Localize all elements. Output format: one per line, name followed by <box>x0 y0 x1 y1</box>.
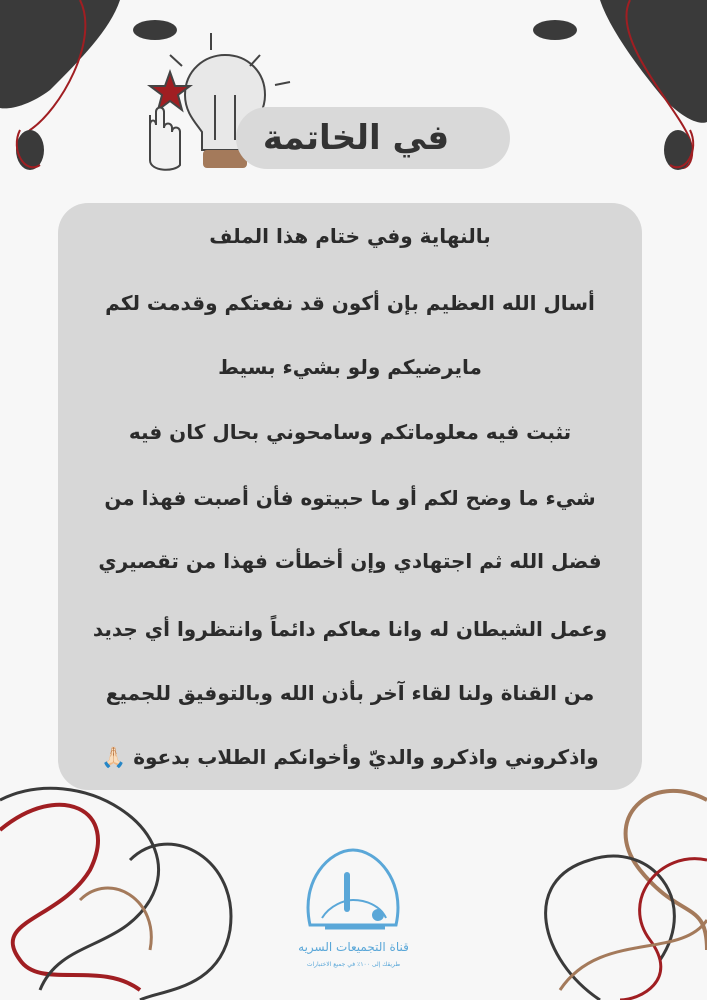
right-side-blob <box>664 130 692 170</box>
logo-emblem <box>308 850 398 928</box>
logo-tagline: طريقك إلى ١٠٠٪ في جميع الاختبارات <box>306 961 401 968</box>
right-small-blob <box>533 20 577 40</box>
message-line: مايرضيكم ولو بشيء بسيط <box>218 355 482 379</box>
message-line: فضل الله ثم اجتهادي وإن أخطأت فهذا من تقصيري <box>98 549 602 573</box>
message-line-last <box>58 745 642 769</box>
page-title: في الخاتمة <box>262 118 450 158</box>
message-line: من القناة ولنا لقاء آخر بأذن الله وبالتوفيق للجميع <box>105 681 595 705</box>
star-icon <box>150 72 190 110</box>
message-line: بالنهاية وفي ختام هذا الملف <box>209 224 491 248</box>
pointing-hand-icon <box>150 108 180 170</box>
top-left-blob <box>0 0 120 108</box>
message-line: شيء ما وضح لكم أو ما حبيتوه فأن أصبت فهذا من <box>104 486 596 510</box>
top-right-blob <box>600 0 707 123</box>
left-small-blob <box>133 20 177 40</box>
bottom-left-dark-swirl <box>0 788 158 990</box>
praying-hands-icon: 🙏🏻 <box>101 745 127 769</box>
bottom-right-brown-swirl <box>626 791 707 950</box>
left-side-blob <box>16 130 44 170</box>
bottom-right-dark-swirl <box>546 856 675 1000</box>
message-line: تثبت فيه معلوماتكم وسامحوني بحال كان فيه <box>128 420 572 444</box>
logo-channel-name: قناة التجميعات السريه <box>298 940 409 954</box>
message-line: وعمل الشيطان له وانا معاكم دائماً وانتظروا أي جديد <box>92 617 608 641</box>
message-line-text: واذكروني واذكرو والديّ وأخوانكم الطلاب بدعوة <box>133 745 599 769</box>
message-line: أسال الله العظيم بإن أكون قد نفعتكم وقدمت لكم <box>105 291 595 315</box>
bottom-left-red-swirl <box>0 805 140 990</box>
